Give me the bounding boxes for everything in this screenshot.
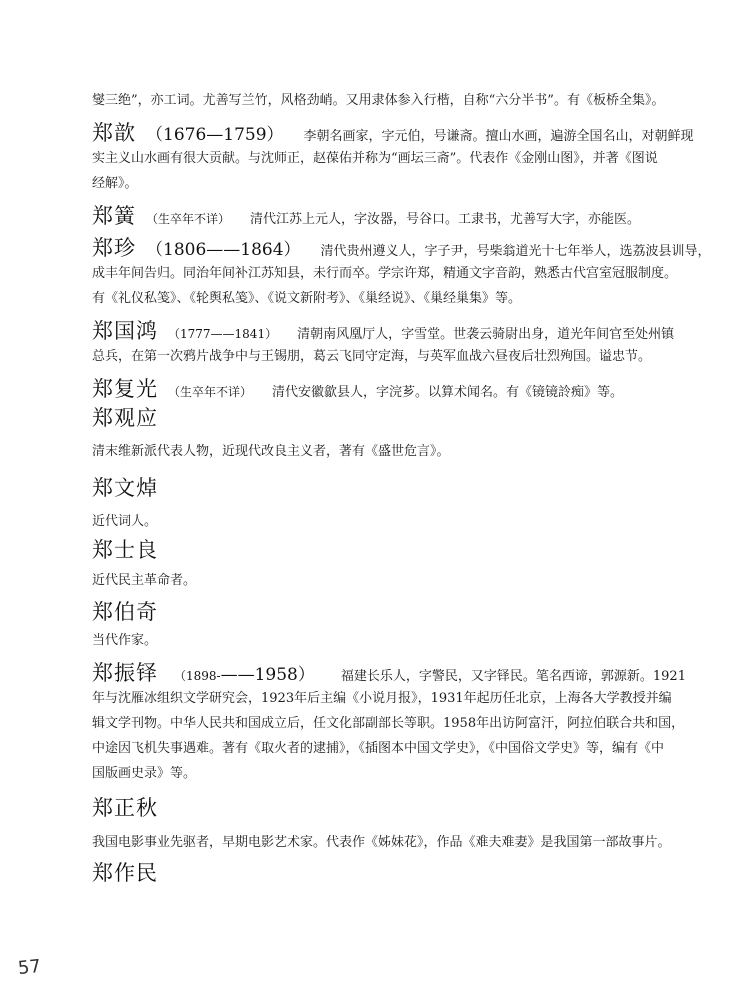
- entry-heading-zheng-zhen: [92, 235, 711, 261]
- entry-name: 郑作民: [92, 861, 158, 885]
- entry-name: 郑国鸿: [92, 319, 158, 343]
- entry-text-line: 清末维新派代表人物，近现代改良主义者，著有《盛世危言》。: [92, 444, 450, 459]
- entry-heading-zheng-zhengqiu: [92, 795, 158, 821]
- entry-text-line: 国版画史录》等。: [92, 766, 197, 781]
- entry-years: （1806——1864）: [146, 240, 301, 260]
- entry-years-end: ——1958）: [220, 665, 315, 685]
- entry-heading-zheng-xin: [92, 120, 694, 146]
- entry-text-line: 总兵，在第一次鸦片战争中与王锡朋，葛云飞同守定海，与英军血战六昼夜后壮烈殉国。谥忠节。: [92, 349, 652, 364]
- entry-text-line: 成丰年间告归。同治年间补江苏知县，未行而卒。学宗许郑，精通文字音韵，熟悉古代宫室冠服制度。: [92, 266, 678, 281]
- entry-years: （生卒年不详）: [168, 385, 253, 399]
- entry-years: （1676—1759）: [146, 125, 284, 145]
- handwritten-page-number: 57: [16, 955, 42, 980]
- entry-text-line: 辑文学刊物。中华人民共和国成立后，任文化部副部长等职。1958年出访阿富汗，阿拉伯联合共和国，: [92, 716, 685, 731]
- entry-heading-zheng-fuguang: [92, 376, 623, 402]
- entry-text-line: 实主义山水画有很大贡献。与沈师正，赵葆佑并称为“画坛三斋”。代表作《金刚山图》，并著《图说: [92, 151, 658, 166]
- entry-heading-zheng-shiliang: [92, 537, 158, 563]
- entry-name: 郑振铎: [92, 661, 158, 685]
- entry-years: （生卒年不详）: [146, 212, 231, 226]
- entry-heading-zheng-guanying: [92, 405, 158, 431]
- entry-text-line: 中途因飞机失事遇难。著有《取火者的逮捕》，《插图本中国文学史》，《中国俗文学史》等，编有《中: [92, 741, 665, 756]
- continued-text-line: 燮三绝”，亦工词。尤善写兰竹，风格劲峭。又用隶体参入行楷，自称“六分半书”。有《板桥全集》。: [92, 93, 665, 108]
- entry-heading-zheng-huang: [92, 203, 640, 229]
- entry-heading-zheng-guohong: [92, 318, 674, 344]
- entry-name: 郑簧: [92, 204, 136, 228]
- entry-name: 郑复光: [92, 377, 158, 401]
- entry-text-line: 经解》。: [92, 176, 138, 191]
- entry-name: 郑观应: [92, 406, 158, 430]
- entry-description: 清朝南风凰厅人，字雪堂。世袭云骑尉出身，道光年间官至处州镇: [297, 327, 675, 342]
- entry-description: 李朝名画家，字元伯，号谦斋。擅山水画，遍游全国名山，对朝鲜现: [303, 129, 694, 144]
- entry-heading-zheng-zhenduo: [92, 660, 686, 686]
- entry-years-start: （1898-: [174, 669, 221, 683]
- entry-name: 郑正秋: [92, 796, 158, 820]
- entry-text-line: 近代词人。: [92, 514, 158, 529]
- entry-text-line: 有《礼仪私笺》、《轮舆私笺》、《说文新附考》、《巢经说》、《巢经巢集》等。: [92, 291, 522, 306]
- entry-text-line: 年与沈雁冰组织文学研究会，1923年后主编《小说月报》，1931年起历任北京，上海各大学教授并编: [92, 691, 672, 706]
- entry-description: 福建长乐人，字警民，又字铎民。笔名西谛，郭源新。1921: [340, 669, 686, 684]
- entry-name: 郑珍: [92, 236, 136, 260]
- entry-name: 郑文焯: [92, 476, 158, 500]
- entry-name: 郑歆: [92, 121, 136, 145]
- entry-name: 郑伯奇: [92, 600, 158, 624]
- entry-text-line: 我国电影事业先驱者，早期电影艺术家。代表作《姊妹花》，作品《难夫难妻》是我国第一部故事片。: [92, 835, 671, 850]
- entry-description: 清代贵州遵义人，字子尹，号柴翁道光十七年举人，选荔波县训导，: [320, 244, 711, 259]
- entry-description: 清代江苏上元人，字汝器，号谷口。工隶书，尤善写大字，亦能医。: [250, 212, 641, 227]
- entry-heading-zheng-zuomin: [92, 860, 158, 886]
- entry-description: 清代安徽歙县人，字浣芗。以算术闻名。有《镜镜詅痴》等。: [272, 385, 624, 400]
- entry-heading-zheng-boqi: [92, 599, 158, 625]
- entry-heading-zheng-wenzhuo: [92, 475, 158, 501]
- entry-years: （1777——1841）: [168, 327, 278, 341]
- entry-name: 郑士良: [92, 538, 158, 562]
- entry-text-line: 近代民主革命者。: [92, 573, 197, 588]
- entry-text-line: 当代作家。: [92, 633, 158, 648]
